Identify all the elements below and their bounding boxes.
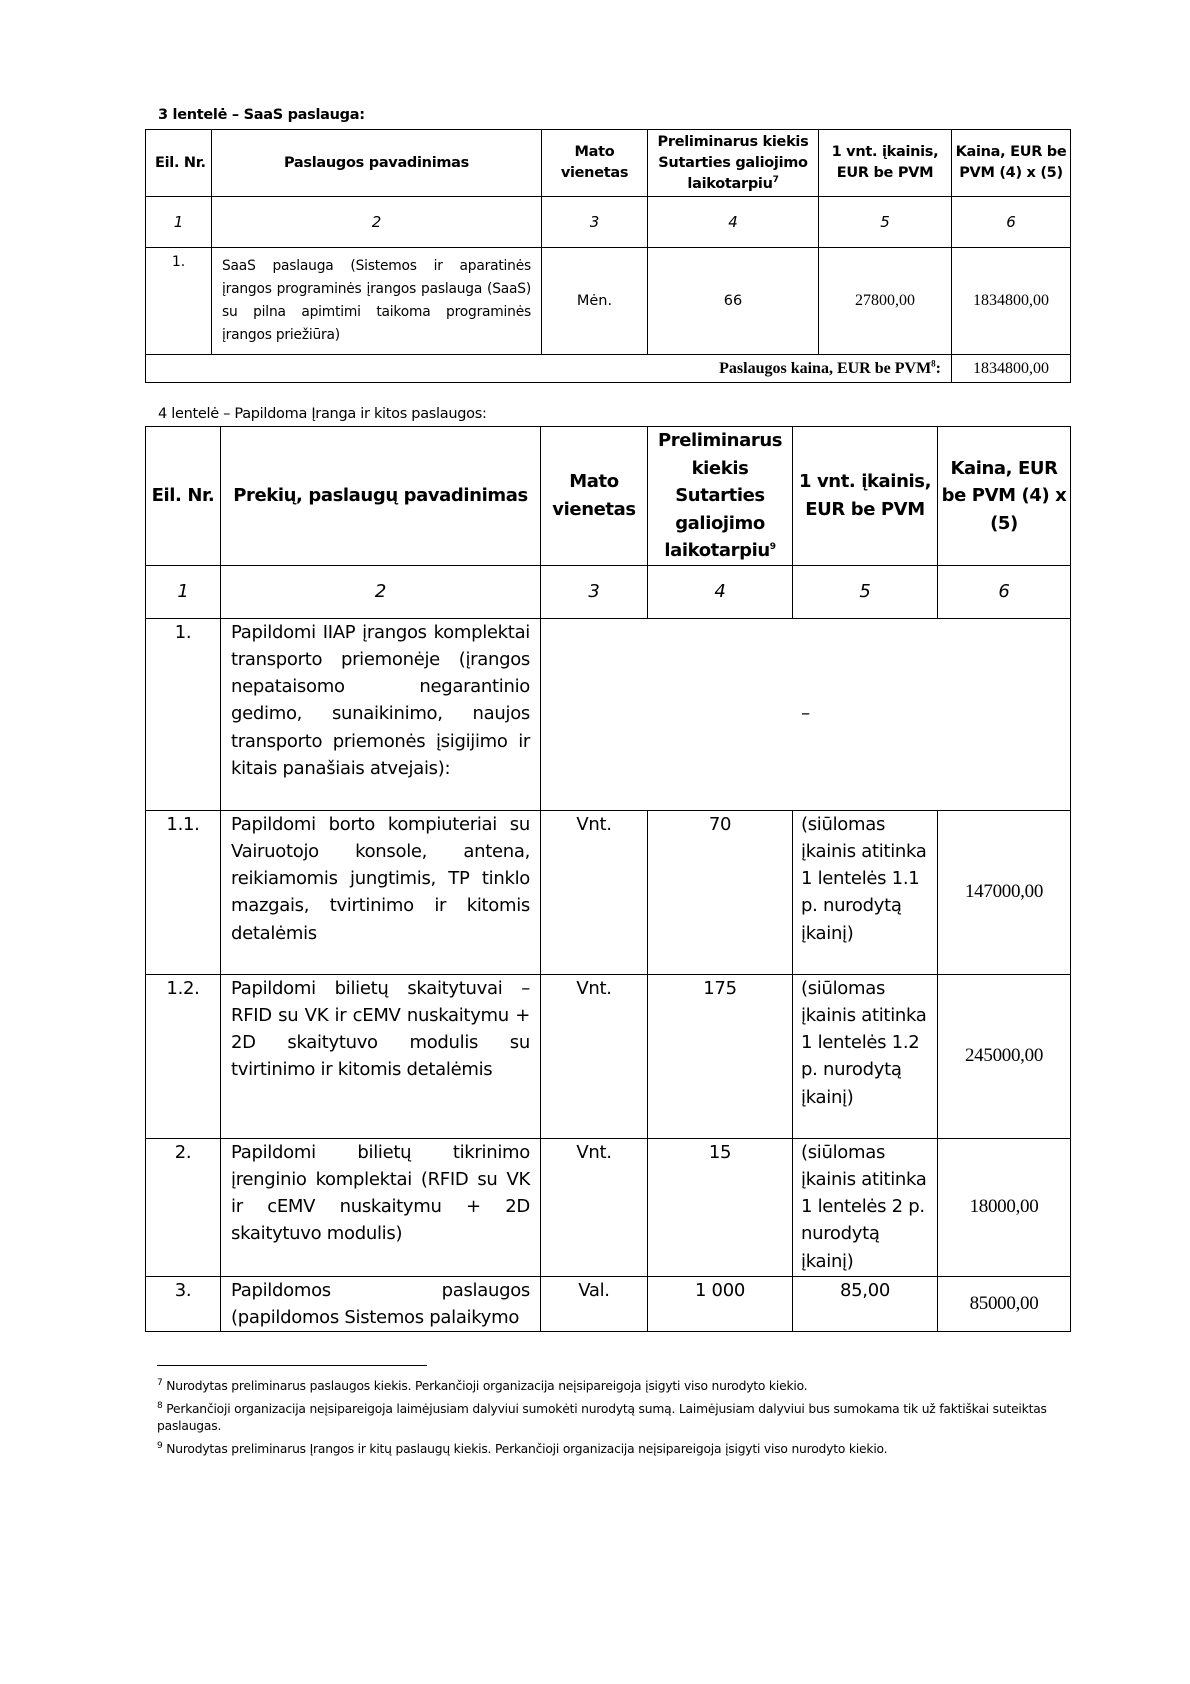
table-row bbox=[146, 974, 1071, 1138]
footnote-separator bbox=[157, 1365, 427, 1366]
row-unit: Vnt. bbox=[541, 974, 648, 1138]
table-row bbox=[146, 810, 1071, 974]
table4-caption: 4 lentelė – Papildoma Įranga ir kitos paslaugos: bbox=[158, 406, 487, 422]
total-label: Paslaugos kaina, EUR be PVM$^8$: bbox=[146, 355, 952, 383]
row-unit-price: (siūlomas įkainis atitinka 1 lentelės 2 p. nurodytą įkainį) bbox=[793, 1138, 938, 1276]
saas-service-table bbox=[145, 129, 1071, 383]
column-number: 3 bbox=[542, 197, 648, 248]
row-price: 1834800,00 bbox=[952, 248, 1071, 355]
header-unit: Mato vienetas bbox=[541, 427, 648, 566]
row-name: Papildomi IIAP įrangos komplektai transporto priemonėje (įrangos nepataisomo negarantinio gedimo, sunaikinimo, naujos transporto priemonės įsigijimo ir kitais panašiais atvejais): bbox=[221, 618, 541, 810]
row-unit-price: 27800,00 bbox=[819, 248, 952, 355]
footnote-9: $^9$ Nurodytas preliminarus Įrangos ir kitų paslaugų kiekis. Perkančioji organizacija neįsipareigoja įsigyti viso nurodyto kiekio. bbox=[157, 1440, 888, 1456]
row-unit-price: 85,00 bbox=[793, 1276, 938, 1331]
footnote-8: $^8$ Perkančioji organizacija neįsipareigoja laimėjusiam dalyviui sumokėti nurodytą sumą. Laimėjusiam dalyviui bus sumokama tik už faktiškai suteiktas paslaugas. bbox=[157, 1400, 1047, 1433]
footnote-ref-7[interactable]: 7 bbox=[772, 174, 779, 185]
row-price: 18000,00 bbox=[938, 1138, 1071, 1276]
row-price: 245000,00 bbox=[938, 974, 1071, 1138]
header-qty: Preliminarus kiekis Sutarties galiojimo laikotarpiu$^9$ bbox=[648, 427, 793, 566]
header-name: Prekių, paslaugų pavadinimas bbox=[221, 427, 541, 566]
header-nr: Eil. Nr. bbox=[146, 427, 221, 566]
table3-caption: 3 lentelė – SaaS paslauga: bbox=[158, 107, 365, 123]
column-number: 1 bbox=[146, 197, 212, 248]
table-row bbox=[146, 248, 1071, 355]
row-price: 147000,00 bbox=[938, 810, 1071, 974]
header-unit-price: 1 vnt. įkainis, EUR be PVM bbox=[819, 130, 952, 197]
row-name: Papildomi bilietų skaitytuvai – RFID su VK ir cEMV nuskaitymu + 2D skaitytuvo modulis su tvirtinimo ir kitomis detalėmis bbox=[221, 974, 541, 1138]
table-row bbox=[146, 618, 1071, 810]
column-number: 5 bbox=[819, 197, 952, 248]
row-qty: 1 000 bbox=[648, 1276, 793, 1331]
row-price: 85000,00 bbox=[938, 1276, 1071, 1331]
row-name: Papildomi borto kompiuteriai su Vairuotojo konsole, antena, reikiamomis jungtimis, TP tinklo mazgais, tvirtinimo ir kitomis detalėmis bbox=[221, 810, 541, 974]
row-nr: 1.1. bbox=[146, 810, 221, 974]
column-number: 5 bbox=[793, 565, 938, 618]
footnote-ref-9[interactable]: 9 bbox=[769, 542, 776, 552]
header-nr: Eil. Nr. bbox=[146, 130, 212, 197]
table-row bbox=[146, 1276, 1071, 1331]
row-unit-price: (siūlomas įkainis atitinka 1 lentelės 1.2 p. nurodytą įkainį) bbox=[793, 974, 938, 1138]
header-name: Paslaugos pavadinimas bbox=[212, 130, 542, 197]
column-number: 2 bbox=[221, 565, 541, 618]
row-nr: 3. bbox=[146, 1276, 221, 1331]
table-row bbox=[146, 1138, 1071, 1276]
row-unit: Vnt. bbox=[541, 810, 648, 974]
column-number-row bbox=[146, 565, 1071, 618]
additional-equipment-table bbox=[145, 426, 1071, 1332]
total-value: 1834800,00 bbox=[952, 355, 1071, 383]
table-header-row bbox=[146, 130, 1071, 197]
row-name: Papildomos paslaugos (papildomos Sistemos palaikymo bbox=[221, 1276, 541, 1331]
row-nr: 2. bbox=[146, 1138, 221, 1276]
header-price: Kaina, EUR be PVM (4) x (5) bbox=[938, 427, 1071, 566]
row-qty: 15 bbox=[648, 1138, 793, 1276]
footnote-ref-8[interactable]: 8 bbox=[931, 358, 936, 369]
total-row bbox=[146, 355, 1071, 383]
footnote-7: $^7$ Nurodytas preliminarus paslaugos kiekis. Perkančioji organizacija neįsipareigoja įsigyti viso nurodyto kiekio. bbox=[157, 1377, 808, 1393]
column-number: 3 bbox=[541, 565, 648, 618]
row-qty: 70 bbox=[648, 810, 793, 974]
column-number: 6 bbox=[938, 565, 1071, 618]
row-merged-dash: – bbox=[541, 618, 1071, 810]
row-name: Papildomi bilietų tikrinimo įrenginio komplektai (RFID su VK ir cEMV nuskaitymu + 2D skaitytuvo modulis) bbox=[221, 1138, 541, 1276]
column-number: 4 bbox=[648, 197, 819, 248]
row-unit: Val. bbox=[541, 1276, 648, 1331]
row-nr: 1. bbox=[146, 618, 221, 810]
column-number: 6 bbox=[952, 197, 1071, 248]
header-qty: Preliminarus kiekis Sutarties galiojimo laikotarpiu$^7$ bbox=[648, 130, 819, 197]
header-unit: Mato vienetas bbox=[542, 130, 648, 197]
row-unit: Vnt. bbox=[541, 1138, 648, 1276]
table-header-row bbox=[146, 427, 1071, 566]
row-nr: 1.2. bbox=[146, 974, 221, 1138]
header-price: Kaina, EUR be PVM (4) x (5) bbox=[952, 130, 1071, 197]
column-number: 2 bbox=[212, 197, 542, 248]
column-number: 4 bbox=[648, 565, 793, 618]
row-unit-price: (siūlomas įkainis atitinka 1 lentelės 1.1 p. nurodytą įkainį) bbox=[793, 810, 938, 974]
column-number-row bbox=[146, 197, 1071, 248]
row-nr: 1. bbox=[146, 248, 212, 355]
column-number: 1 bbox=[146, 565, 221, 618]
header-unit-price: 1 vnt. įkainis, EUR be PVM bbox=[793, 427, 938, 566]
row-qty: 175 bbox=[648, 974, 793, 1138]
row-qty: 66 bbox=[648, 248, 819, 355]
row-name: SaaS paslauga (Sistemos ir aparatinės įrangos programinės įrangos paslauga (SaaS) su pilna apimtimi taikoma programinės įrangos priežiūra) bbox=[212, 248, 542, 355]
row-unit: Mėn. bbox=[542, 248, 648, 355]
